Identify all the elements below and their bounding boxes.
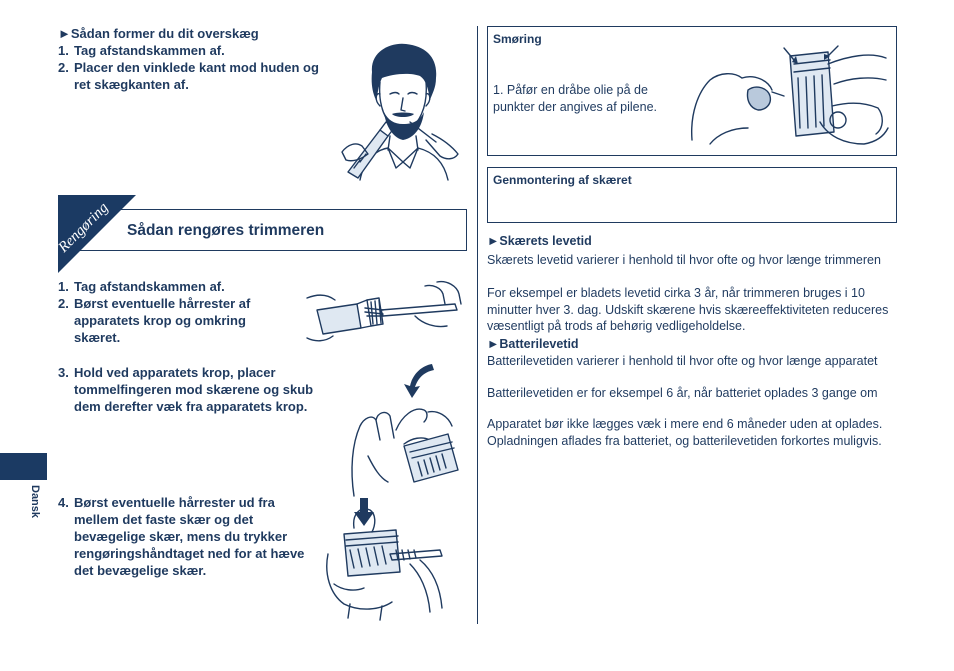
blade-life-text-1: Skærets levetid varierer i henhold til hvor ofte og hvor længe trimmeren (487, 253, 881, 267)
list-item: 4. Børst eventuelle hårrester ud fra mellem det faste skær og det bevægelige skær, mens du trykker rengøringshåndtaget ned for at hæve det bevægelige skær. (58, 495, 305, 578)
cleaning-title: Sådan rengøres trimmeren (127, 222, 325, 239)
battery-life-text-1: Batterilevetiden varierer i henhold til hvor ofte og hvor længe apparatet (487, 354, 878, 368)
cleaning-tab (58, 195, 136, 273)
cleaning-step-4 (58, 494, 314, 579)
list-item: 1. Tag afstandskammen af. (58, 43, 225, 58)
lubrication-step: 1. Påfør en dråbe olie på de punkter der angives af pilene. (493, 83, 657, 114)
man-trimming-mustache-illustration (340, 42, 465, 182)
blade-brushing-illustration (320, 494, 448, 624)
blade-removal-illustration (348, 360, 468, 498)
battery-life-text-2: Batterilevetiden er for eksempel 6 år, når batteriet oplades 3 gange om (487, 386, 878, 400)
list-item: 1. Tag afstandskammen af. (58, 279, 225, 294)
battery-life-heading: ►Batterilevetid (487, 337, 579, 351)
arrow-icon (404, 364, 434, 398)
brush-cleaning-illustration (305, 280, 465, 350)
mustache-steps (58, 42, 333, 93)
list-item: 2. Børst eventuelle hårrester af apparatets krop og omkring skæret. (58, 296, 251, 345)
list-item: 2. Placer den vinklede kant mod huden og ret skægkanten af. (58, 60, 319, 92)
language-tab (0, 453, 47, 480)
column-divider (477, 26, 478, 624)
battery-life-text-3: Apparatet bør ikke lægges væk i mere end 6 måneder uden at oplades. Opladningen aflades fra batteriet, og batterilevetiden forkortes muligvis. (487, 417, 883, 448)
blade-life-text-2: For eksempel er bladets levetid cirka 3 år, når trimmeren bruges i 10 minutter hver 3. dag. Udskift skærene hvis skæreeffektiviteten reduceres væsentligt på trods af behørig vedligeholdelse. (487, 286, 889, 333)
oil-lubrication-illustration (688, 44, 892, 152)
language-label: Dansk (29, 485, 41, 519)
reassembly-title: Genmontering af skæret (493, 173, 632, 187)
cleaning-steps-1-2 (58, 278, 270, 346)
mustache-heading: ►Sådan former du dit overskæg (58, 26, 259, 41)
blade-life-heading: ►Skærets levetid (487, 234, 592, 248)
cleaning-tab-label: Rengøring (58, 199, 112, 256)
list-item: 3. Hold ved apparatets krop, placer tommelfingeren mod skærene og skub dem derefter væk fra apparatets krop. (58, 365, 314, 414)
cleaning-step-3 (58, 364, 330, 415)
lubrication-title: Smøring (493, 32, 542, 46)
cleaning-tab-shape (58, 195, 136, 273)
